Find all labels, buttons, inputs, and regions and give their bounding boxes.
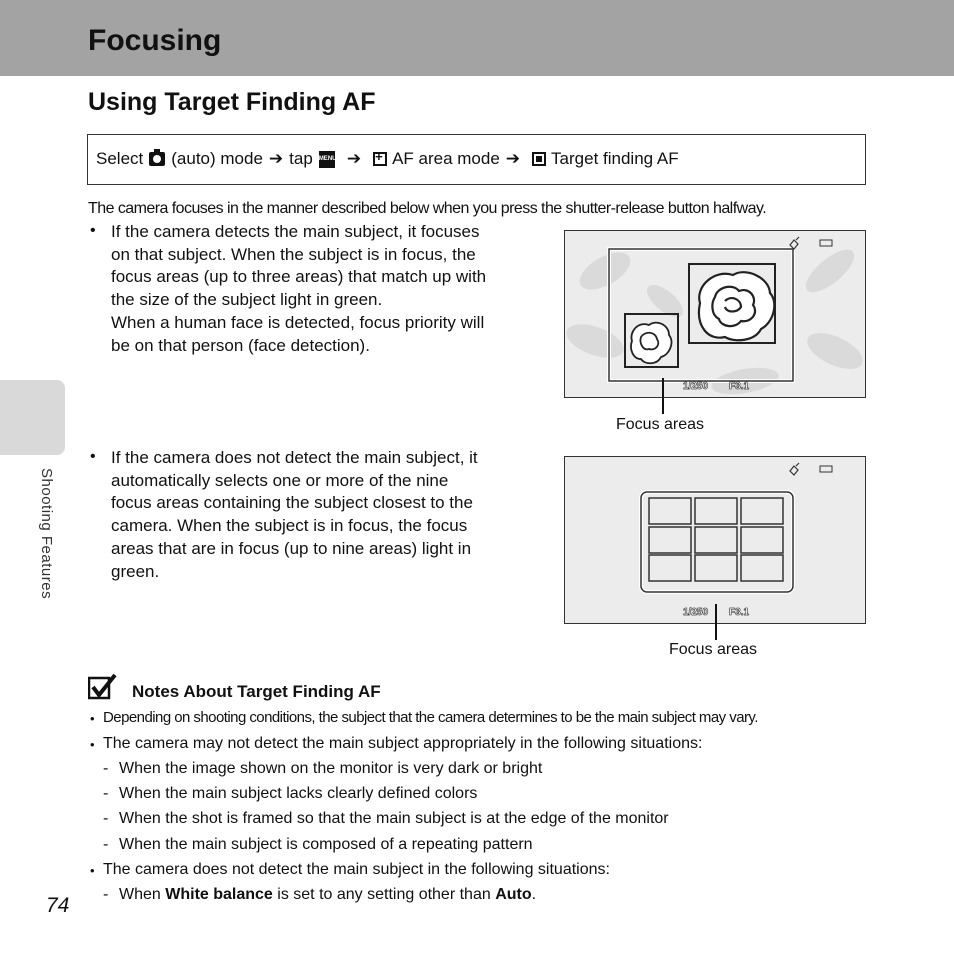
sub-dash: -	[103, 785, 109, 802]
sub-dash: -	[103, 810, 109, 827]
white-balance-note	[119, 886, 536, 904]
sub-dash: -	[103, 760, 109, 777]
aperture: F3.1	[729, 381, 750, 392]
large-flower	[699, 272, 774, 340]
instr-target-finding: Target finding AF	[551, 149, 679, 168]
figure-nine-area-focus	[564, 456, 866, 624]
page-number: 74	[46, 894, 70, 917]
callout-line	[662, 378, 664, 414]
bullet-1-line: be on that person (face detection).	[111, 335, 370, 355]
note-sub-item: When the main subject is composed of a repeating pattern	[119, 836, 533, 853]
figure-1-label: Focus areas	[616, 416, 705, 433]
bullet-2	[111, 447, 478, 583]
bullet-2-line: camera. When the subject is in focus, the focus	[111, 516, 468, 536]
instr-af-area-mode: AF area mode	[392, 149, 500, 168]
status-icons	[790, 463, 832, 475]
shutter-speed: 1/250	[683, 381, 709, 392]
notes-title: Notes About Target Finding AF	[132, 682, 381, 701]
bullet-1-line: the size of the subject light in green.	[111, 290, 383, 310]
callout-line	[715, 604, 717, 640]
small-flower	[631, 323, 671, 364]
arrow-icon: ➔	[505, 149, 521, 168]
bullet-dot: •	[90, 737, 95, 752]
aperture: F3.1	[729, 607, 750, 618]
note-item: The camera does not detect the main subject in the following situations:	[103, 861, 610, 878]
intro-text: The camera focuses in the manner described below when you press the shutter-release button halfway.	[88, 200, 767, 217]
bullet-2-line: If the camera does not detect the main subject, it	[111, 448, 478, 467]
target-finding-icon	[532, 152, 546, 166]
menu-icon: MENU	[319, 151, 335, 168]
arrow-icon: ➔	[346, 149, 362, 168]
checkmark-note-icon	[88, 673, 118, 703]
af-area-icon	[373, 152, 387, 166]
figure-target-finding-detected	[564, 230, 866, 398]
side-tab	[0, 380, 65, 455]
instr-tap: tap	[289, 149, 313, 168]
wb-mid: is set to any setting other than	[277, 886, 491, 903]
shutter-speed: 1/250	[683, 607, 709, 618]
side-tab-label: Shooting Features	[38, 468, 55, 600]
note-sub-item: When the shot is framed so that the main subject is at the edge of the monitor	[119, 810, 669, 827]
note-sub-item: When the main subject lacks clearly defined colors	[119, 785, 478, 802]
bullet-2-line: automatically selects one or more of the nine	[111, 470, 449, 490]
bullet-1-line: If the camera detects the main subject, it focuses	[111, 222, 480, 241]
status-icons	[790, 237, 832, 249]
bullet-2-line: areas that are in focus (up to nine areas) light in	[111, 538, 472, 558]
bullet-1	[111, 221, 486, 357]
chapter-title: Focusing	[88, 24, 222, 57]
camera-icon	[149, 152, 165, 166]
bullet-dot: •	[90, 448, 96, 465]
arrow-icon: ➔	[268, 149, 284, 168]
instruction-line	[96, 149, 679, 169]
bullet-1-line: on that subject. When the subject is in focus, the	[111, 244, 476, 264]
sub-dash: -	[103, 886, 109, 903]
instr-select: Select	[96, 149, 144, 168]
bullet-dot: •	[90, 863, 95, 878]
wb-pre: When	[119, 886, 161, 903]
section-title: Using Target Finding AF	[88, 88, 376, 116]
bullet-2-line: green.	[111, 561, 160, 581]
wb-bold-auto: Auto	[495, 886, 532, 903]
figure-2-label: Focus areas	[669, 641, 758, 658]
bullet-2-line: focus areas containing the subject closest to the	[111, 493, 473, 513]
bullet-1-line: focus areas (up to three areas) that match up with	[111, 267, 487, 287]
figure-1-illustration	[565, 231, 866, 398]
note-sub-item: When the image shown on the monitor is very dark or bright	[119, 760, 543, 777]
note-item: Depending on shooting conditions, the subject that the camera determines to be the main subject may vary.	[103, 709, 758, 726]
bullet-dot: •	[90, 222, 96, 239]
focus-grid	[649, 498, 783, 581]
note-item: The camera may not detect the main subject appropriately in the following situations:	[103, 735, 703, 752]
bullet-1-line: When a human face is detected, focus priority will	[111, 312, 485, 332]
figure-2-illustration	[565, 457, 866, 624]
wb-post: .	[531, 886, 537, 903]
sub-dash: -	[103, 836, 109, 853]
bullet-dot: •	[90, 711, 95, 726]
instr-auto-mode: (auto) mode	[171, 149, 263, 168]
wb-bold-setting: White balance	[165, 886, 273, 903]
